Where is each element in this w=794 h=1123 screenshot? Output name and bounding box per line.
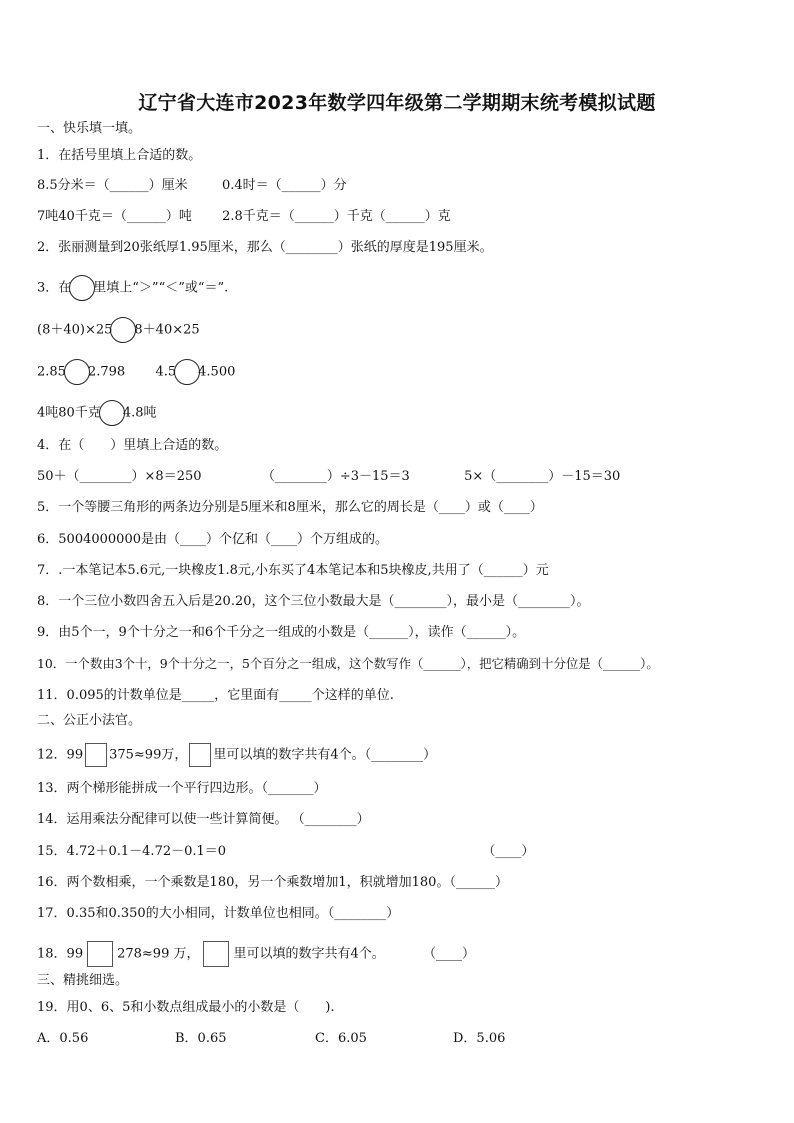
- question-19-stem: 19．用0、6、5和小数点组成最小的小数是（ ).: [37, 1000, 335, 1015]
- option-c[interactable]: C．6.05: [315, 1031, 367, 1046]
- question-1-row-b: [37, 208, 451, 226]
- question-3-row-3: [37, 400, 157, 426]
- question-12-text: 375≈99万，: [109, 747, 188, 763]
- question-1-row-a: [37, 177, 347, 195]
- option-a[interactable]: A．0.56: [37, 1031, 89, 1046]
- question-12-text: 里可以填的数字共有4个。（________）: [213, 747, 437, 763]
- option-d[interactable]: D．5.06: [453, 1031, 506, 1046]
- page-title: 辽宁省大连市2023年数学四年级第二学期期末统考模拟试题: [138, 92, 656, 114]
- compare-left: 4吨80千克: [37, 405, 101, 421]
- question-4-row: [37, 468, 620, 486]
- question-7: 7．.一本笔记本5.6元,一块橡皮1.8元,小东买了4本笔记本和5块橡皮,共用了（______）元: [37, 563, 549, 578]
- question-12-text: 12．99: [37, 747, 84, 763]
- question-5: 5．一个等腰三角形的两条边分别是5厘米和8厘米，那么它的周长是（____）或（____）: [37, 500, 543, 515]
- question-15: [37, 843, 534, 861]
- question-13: 13．两个梯形能拼成一个平行四边形。（_______）: [37, 781, 327, 796]
- question-15-text: 15．4.72＋0.1－4.72－0.1＝0: [37, 844, 227, 859]
- question-3-row-2: [37, 359, 235, 385]
- question-18-text: 278≈99 万，: [117, 946, 200, 962]
- question-2: 2．张丽测量到20张纸厚1.95厘米，那么（________）张纸的厚度是195厘米。: [37, 240, 493, 255]
- compare-circle[interactable]: [64, 359, 90, 385]
- digit-box[interactable]: [189, 743, 211, 767]
- compare-circle[interactable]: [99, 400, 125, 426]
- question-1-item: 0.4时＝（______）分: [221, 178, 347, 193]
- option-b[interactable]: B．0.65: [175, 1031, 227, 1046]
- question-18-text: 18．99: [37, 946, 84, 962]
- question-3-row-1: [37, 317, 200, 343]
- compare-circle[interactable]: [69, 275, 95, 301]
- question-18-answer: （____）: [423, 946, 476, 962]
- question-1-stem: 1．在括号里填上合适的数。: [37, 148, 202, 163]
- compare-right: 4.8吨: [122, 405, 157, 421]
- question-1-item: 8.5分米＝（______）厘米: [37, 178, 188, 193]
- section-heading-2: 二、公正小法官。: [37, 713, 142, 728]
- question-15-answer: （____）: [482, 844, 535, 859]
- compare-right: 8＋40×25: [134, 322, 200, 338]
- section-heading-3: 三、精挑细选。: [37, 973, 129, 988]
- question-4-item: 5×（________）－15＝30: [464, 469, 621, 484]
- digit-box[interactable]: [87, 941, 113, 967]
- compare-right: 4.500: [198, 364, 236, 380]
- compare-left: 4.5: [155, 364, 177, 380]
- section-heading-1: 一、快乐填一填。: [37, 121, 142, 136]
- question-3-stem-text: 3．在: [37, 280, 72, 296]
- question-17: 17．0.35和0.350的大小相同，计数单位也相同。（________）: [37, 906, 400, 921]
- question-14: 14．运用乘法分配律可以使一些计算简便。 （________）: [37, 812, 370, 827]
- question-12: [37, 743, 436, 767]
- compare-right: 2.798: [87, 364, 126, 380]
- question-1-item: 7吨40千克＝（______）吨: [37, 209, 192, 224]
- digit-box[interactable]: [85, 743, 107, 767]
- compare-left: (8＋40)×25: [37, 322, 113, 338]
- compare-left: 2.85: [37, 364, 66, 380]
- question-3-stem-text: 里填上“＞”“＜”或“＝”.: [93, 280, 229, 296]
- question-18: [37, 941, 475, 967]
- question-11: 11．0.095的计数单位是_____，它里面有_____个这样的单位.: [37, 688, 394, 703]
- question-4-item: 50＋（________）×8＝250: [37, 469, 202, 484]
- question-3-stem: [37, 275, 228, 301]
- question-19-options: [37, 1030, 553, 1048]
- digit-box[interactable]: [203, 941, 229, 967]
- question-6: 6．5004000000是由（____）个亿和（____）个万组成的。: [37, 532, 388, 547]
- question-18-text: 里可以填的数字共有4个。: [233, 946, 385, 962]
- question-16: 16．两个数相乘，一个乘数是180，另一个乘数增加1，积就增加180。（______）: [37, 875, 508, 890]
- question-8: 8．一个三位小数四舍五入后是20.20，这个三位小数最大是（________），最小是（________）。: [37, 594, 590, 609]
- question-1-item: 2.8千克＝（______）千克（______）克: [222, 209, 451, 224]
- compare-circle[interactable]: [174, 359, 200, 385]
- question-10: 10．一个数由3个十，9个十分之一，5个百分之一组成，这个数写作（______），把它精确到十分位是（______）。: [37, 656, 659, 671]
- question-4-item: （________）÷3－15＝3: [261, 469, 410, 484]
- question-9: 9．由5个一，9个十分之一和6个千分之一组成的小数是（______），读作（______）。: [37, 625, 526, 640]
- question-4-stem: 4．在（ ）里填上合适的数。: [37, 438, 228, 453]
- compare-circle[interactable]: [110, 317, 136, 343]
